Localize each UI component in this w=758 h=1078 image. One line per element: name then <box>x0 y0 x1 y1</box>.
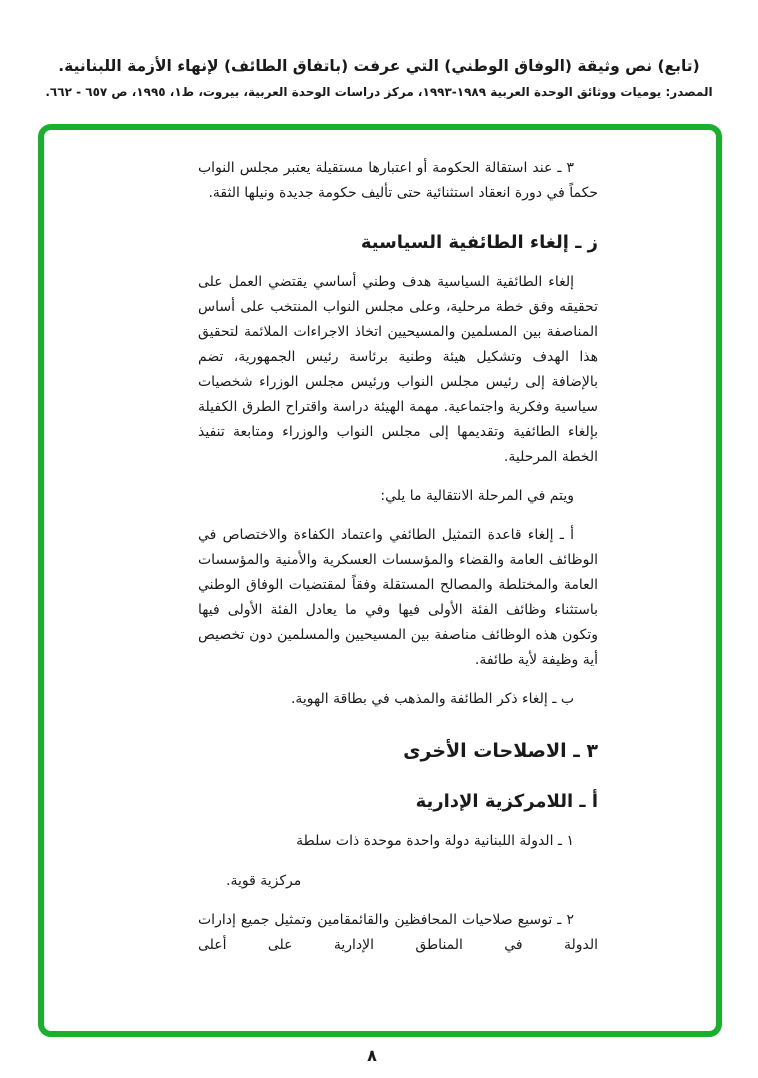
item-b-paragraph: ب ـ إلغاء ذكر الطائفة والمذهب في بطاقة الهوية. <box>290 691 574 707</box>
section-heading-other-reforms: ٣ ـ الاصلاحات الأخرى <box>403 740 598 762</box>
section-heading-administrative-decentralization: أ ـ اللامركزية الإدارية <box>415 791 598 812</box>
item-1-paragraph-line2: مركزية قوية. <box>226 873 302 889</box>
page-header <box>0 56 758 100</box>
item-2-paragraph: ٢ ـ توسيع صلاحيات المحافظين والقائمقامين وتمثيل جميع إدارات الدولة في المناطق الإدارية على أعلى <box>198 912 598 953</box>
item-a-paragraph: أ ـ إلغاء قاعدة التمثيل الطائفي واعتماد الكفاءة والاختصاص في الوظائف العامة والقضاء والمؤسسات العسكرية والأمنية والمؤسسات العامة والمختلطة والمصالح المستقلة وفقاً لمقتضيات الوفاق الوطني باستثناء وظائف الفئة الأولى فيها وفي ما يعادل الفئة الأولى فيها وتكون هذه الوظائف مناصفة بين المسيحيين والمسلمين دون تخصيص أية وظيفة لأية طائفة. <box>198 527 598 668</box>
section-heading-political-sectarianism: ز ـ إلغاء الطائفية السياسية <box>360 232 598 253</box>
transitional-phase-intro: ويتم في المرحلة الانتقالية ما يلي: <box>380 488 574 504</box>
clause-3-paragraph: ٣ ـ عند استقالة الحكومة أو اعتبارها مستقيلة يعتبر مجلس النواب حكماً في دورة انعقاد استثنائية حتى تأليف حكومة جديدة ونيلها الثقة. <box>198 160 598 201</box>
item-1-paragraph-line1: ١ ـ الدولة اللبنانية دولة واحدة موحدة ذات سلطة <box>296 833 574 849</box>
source-citation: المصدر: يوميات ووثائق الوحدة العربية ١٩٨٩-١٩٩٣، مركز دراسات الوحدة العربية، بيروت، ط١، ١٩٩٥، ص ٦٥٧ - ٦٦٢. <box>45 84 713 99</box>
highlight-box <box>38 124 722 1037</box>
document-title: (تابع) نص وثيقة (الوفاق الوطني) التي عرفت (باتفاق الطائف) لإنهاء الأزمة اللبنانية. <box>58 57 700 75</box>
page-number: ٨ <box>367 1046 377 1065</box>
document-body <box>198 156 598 958</box>
sectarianism-abolition-paragraph: إلغاء الطائفية السياسية هدف وطني أساسي يقتضي العمل على تحقيقه وفق خطة مرحلية، وعلى مجلس النواب المنتخب على أساس المناصفة بين المسلمين والمسيحيين اتخاذ الاجراءات الملائمة لتحقيق هذا الهدف وتشكيل هيئة وطنية برئاسة رئيس الجمهورية، تضم بالإضافة إلى رئيس مجلس النواب ورئيس مجلس الوزراء شخصيات سياسية وفكرية واجتماعية. مهمة الهيئة دراسة واقتراح الطرق الكفيلة بإلغاء الطائفية وتقديمها إلى مجلس النواب والوزراء ومتابعة تنفيذ الخطة المرحلية. <box>198 274 598 465</box>
